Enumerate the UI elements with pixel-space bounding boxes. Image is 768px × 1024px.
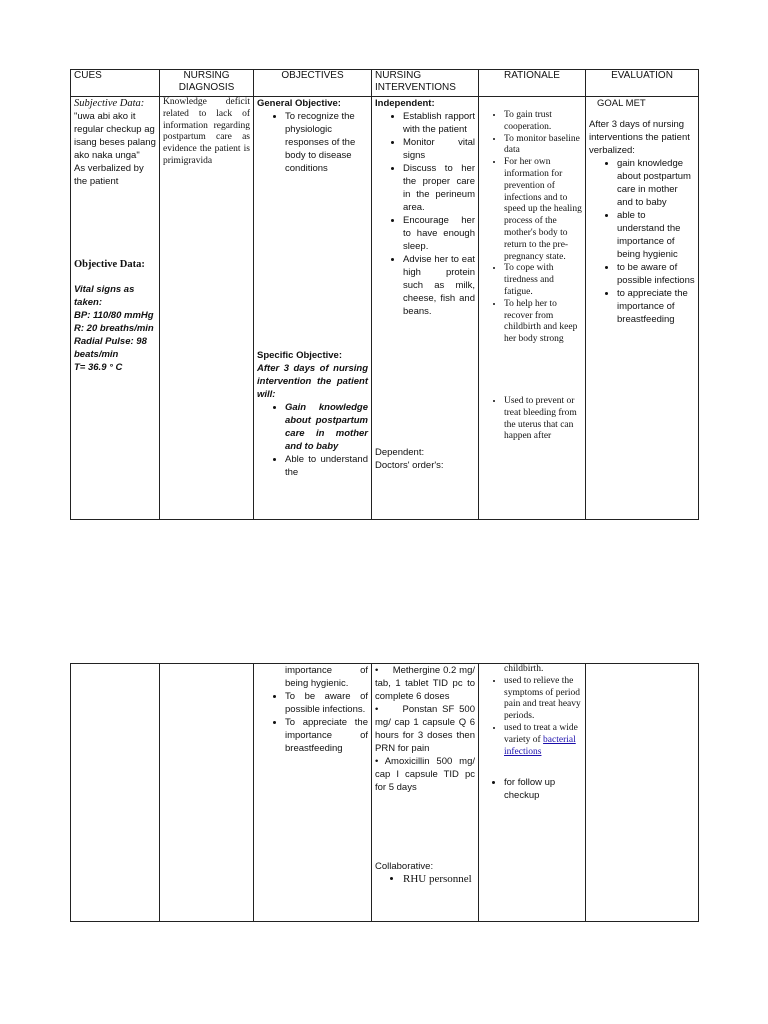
doctors-order-label: Doctors' order's: [375,460,444,471]
subjective-quote: "uwa abi ako it regular checkup ag isang beses palang ako naka unga" [74,111,156,161]
independent-label: Independent: [375,98,435,109]
care-plan-table-page1 [70,69,699,520]
vital-signs-list [74,283,156,374]
specific-objective-continued: importance of being hygienic. [285,665,368,689]
specific-objective-label: Specific Objective: [257,350,343,361]
cues-cell [71,97,160,520]
rationale-item: • To gain trust cooperation. [504,110,582,134]
rationale-list-dependent [482,396,582,443]
evaluation-cell-continued [586,664,699,922]
vital-temperature: T= 36.9 ° C [74,362,123,373]
body-row [71,97,699,520]
header-row [71,70,699,97]
interventions-cell-continued [372,664,479,922]
general-objective-list [257,110,368,175]
independent-list [375,110,475,318]
collaborative-item: • RHU personnel [403,873,475,885]
diagnosis-cell [160,97,254,520]
header-nursing-diagnosis: NURSING DIAGNOSIS [160,70,254,97]
specific-objective-list-continued [257,690,368,755]
subjective-label: Subjective Data: [74,98,145,109]
rationale-list-continued [482,676,582,759]
intervention-item: • Monitor vital signs [403,136,475,162]
intervention-item: • Encourage her to have enough sleep. [403,214,475,253]
rationale-list-collab [482,776,582,802]
intervention-item: • Discuss to her the proper care in the perineum area. [403,162,475,214]
evaluation-intro: After 3 days of nursing interventions the patient verbalized: [589,119,690,156]
rationale-item: • used to treat a wide variety of bacterial infections [504,723,582,758]
general-objective-item: • To recognize the physiologic responses of the body to disease conditions [285,110,368,175]
specific-objective-item: • Able to understand the [285,453,368,479]
evaluation-item: • gain knowledge about postpartum care in mother and to baby [617,157,695,209]
dependent-order-item: • Methergine 0.2 mg/ tab, 1 tablet TID pc to complete 6 doses [375,665,475,702]
header-nursing-interventions: NURSING INTERVENTIONS [372,70,479,97]
general-objective-label: General Objective: [257,98,341,109]
evaluation-item: • to appreciate the importance of breastfeeding [617,287,695,326]
cues-cell-continued [71,664,160,922]
specific-objective-intro: After 3 days of nursing intervention the patient will: [257,363,368,400]
rationale-item: • for follow up checkup [504,776,582,802]
specific-objective-item: • To appreciate the importance of breastfeeding [285,716,368,755]
collaborative-list [375,873,475,885]
collaborative-label: Collaborative: [375,861,434,872]
rationale-cell [479,97,586,520]
goal-met-label: GOAL MET [597,98,646,109]
rationale-item: • Used to prevent or treat bleeding from the uterus that can happen after [504,396,582,443]
bacterial-infections-link[interactable]: bacterial infections [504,734,576,757]
rationale-continued: childbirth. [504,664,544,674]
rationale-item: • To cope with tiredness and fatigue. [504,263,582,298]
rationale-item: • To help her to recover from childbirth and keep her body strong [504,299,582,346]
specific-objective-list [257,401,368,479]
objectives-cell-continued [254,664,372,922]
rationale-cell-continued [479,664,586,922]
specific-objective-item: • Gain knowledge about postpartum care in mother and to baby [285,401,368,453]
header-rationale: RATIONALE [479,70,586,97]
vital-respiration: R: 20 breaths/min [74,323,154,334]
verbalized-note: As verbalized by the patient [74,163,144,187]
dependent-order-item: • Ponstan SF 500 mg/ cap 1 capsule Q 6 hours for 3 doses then PRN for pain [375,704,475,754]
header-evaluation: EVALUATION [586,70,699,97]
evaluation-item: • able to understand the importance of being hygienic [617,209,695,261]
intervention-item: • Advise her to eat high protein such as milk, cheese, fish and beans. [403,253,475,318]
vital-pulse: Radial Pulse: 98 beats/min [74,336,147,360]
objective-label: Objective Data: [74,259,145,270]
evaluation-item: • to be aware of possible infections [617,261,695,287]
nursing-diagnosis-text: Knowledge deficit related to lack of information regarding postpartum care as evidence the patient is primigravida [163,97,250,166]
evaluation-list [589,157,695,326]
intervention-item: • Establish rapport with the patient [403,110,475,136]
vital-bp: BP: 110/80 mmHg [74,310,154,321]
dependent-order-item: • Amoxicillin 500 mg/ cap I capsule TID pc for 5 days [375,756,475,793]
rationale-list [482,110,582,346]
rationale-item: • For her own information for prevention of infections and to speed up the healing process of the mother's body to return to the pre-pregnancy state. [504,157,582,263]
header-cues: CUES [71,70,160,97]
interventions-cell [372,97,479,520]
rationale-item: • To monitor baseline data [504,134,582,158]
diagnosis-cell-continued [160,664,254,922]
evaluation-cell [586,97,699,520]
body-row-continued [71,664,699,922]
care-plan-table-page2 [70,663,699,922]
rationale-item: • used to relieve the symptoms of period pain and treat heavy periods. [504,676,582,723]
objectives-cell [254,97,372,520]
specific-objective-item: • To be aware of possible infections. [285,690,368,716]
header-objectives: OBJECTIVES [254,70,372,97]
dependent-label: Dependent: [375,447,425,458]
vital-signs-heading: Vital signs as taken: [74,284,135,308]
